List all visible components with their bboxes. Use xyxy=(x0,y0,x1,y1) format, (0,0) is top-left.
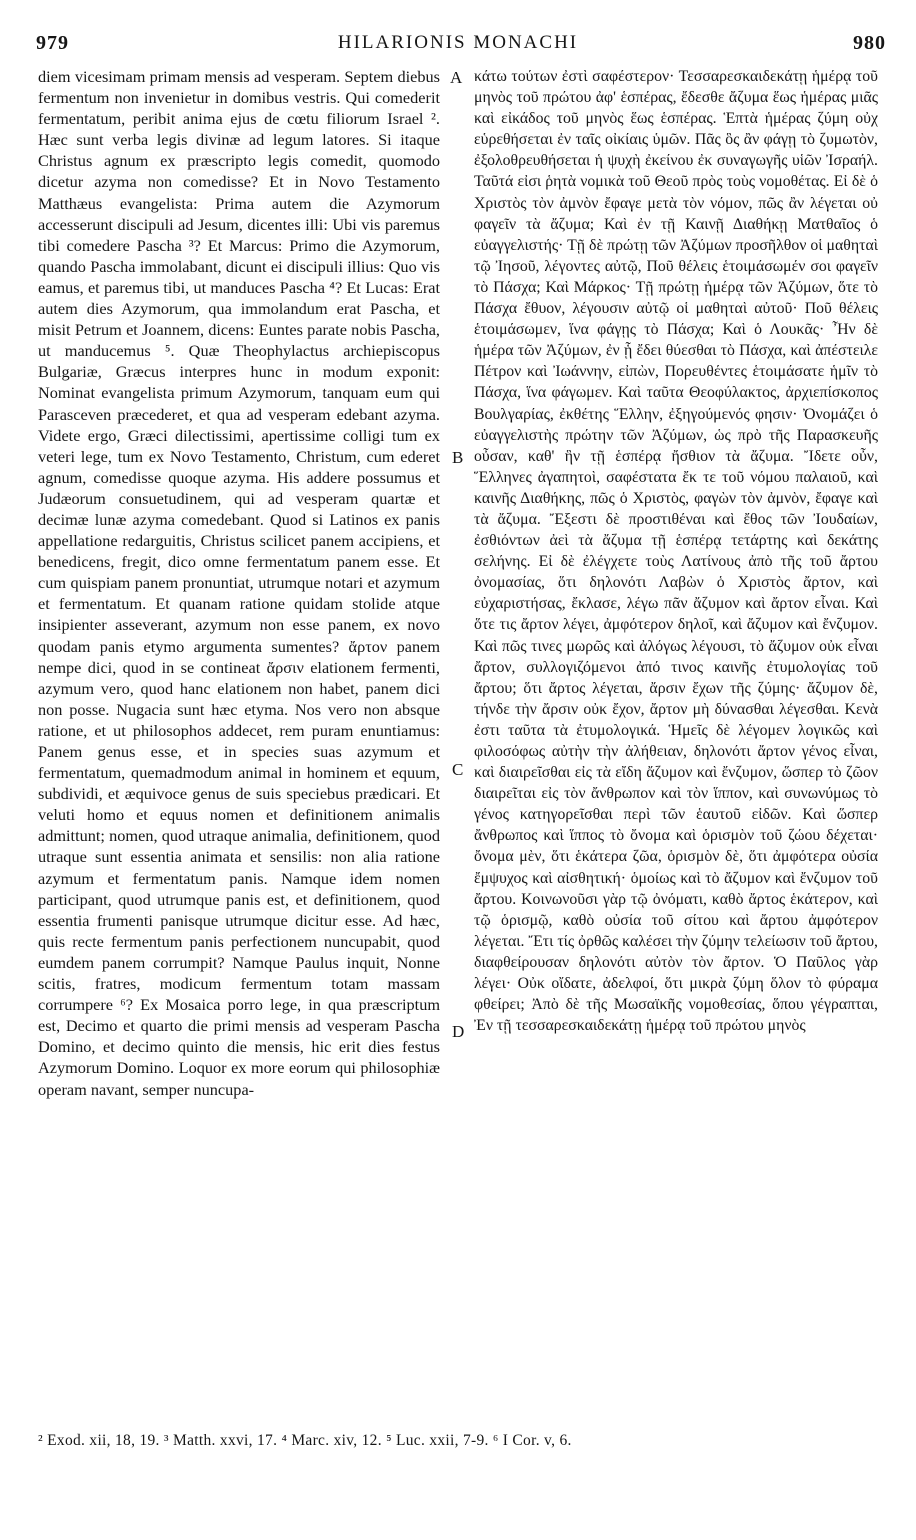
latin-column xyxy=(38,66,440,1411)
margin-letter-c: C xyxy=(452,760,464,779)
page-number-right: 980 xyxy=(853,32,886,54)
page-number-left: 979 xyxy=(36,32,69,54)
margin-letter-d: D xyxy=(452,1022,465,1041)
latin-text: diem vicesimam primam mensis ad vesperam. Septem diebus fermentum non invenietur in domibus vestris. Qui comederit fermentatum, peribit anima ejus de cœtu filiorum Israel ². Hæc sunt verba legis divinæ ad legum latores. Si itaque Christus agnum ex præscripto legis comedit, quomodo dicetur azyma non comedisse? Et in Novo Testamento Matthæus evangelista: Prima autem die Azymorum accesserunt discipuli ad Jesum, dicentes illi: Ubi vis paremus tibi comedere Pascha ³? Et Marcus: Primo die Azymorum, quando Pascha immolabant, dicunt ei discipuli illius: Quo vis eamus, et paremus tibi, ut manduces Pascha ⁴? Et Lucas: Erat autem dies Azymorum, qua immolandum erat Pascha, et misit Petrum et Joannem, dicens: Euntes parate nobis Pascha, ut manducemus ⁵. Quæ Theophylactus archiepiscopus Bulgariæ, Græcus interpres hunc in modum exponit: Nominat evangelista primum Azymorum, tanquam eum qui Parasceven præcederet, et qua ad vesperam edebant azyma. Videte ergo, Græci dilectissimi, apertissime colligi tum ex veteri lege, tum ex Novo Testamento, Christum, cum ederet agnum, comedisse quoque azyma. His addere possumus et Judæorum consuetudinem, qui ad vesperam quartæ et decimæ lunæ azyma comedebant. Quod si Latinos ex panis appellatione redarguitis, Christus scilicet panem accipiens, et benedicens, fregit, dico omne fermentatum panem esse. Et cum quispiam panem pronuntiat, utrumque notari et azymum et fermentatum. Et quanam ratione quidam stolide atque insipienter asseverant, azymum non esse panem, ex novo quodam panis etymo argumenta sumentes? ἄρτον panem nempe dici, quod in se contineat ἄρσιν elationem fermenti, azymum vero, quod hanc elationem non habet, panem dici non posse. Nugacia sunt hæc etyma. Nos vero non absque ratione, et ut philosophos addecet, rem puram enuntiamus: Panem genus esse, et in species suas azymum et fermentatum, quemadmodum animal in hominem et equum, subdividi, et æquivoce genus de suis speciebus prædicari. Et veluti homo et equus nomen et definitionem animalis admittunt; nomen, quod utraque animalia, definitionem, quod utraque sunt essentia animata et sensilis: non alia ratione azymum et fermentatum panis. Namque idem nomen participant, quod utrumque panis est, et definitionem, quod essentia frumenti panisque utrumque dicitur esse. Ad hæc, quis recte fermentum panis perfectionem nuncupabit, quod eumdem panem corrumpit? Namque Paulus inquit, Nonne scitis, fratres, modicum fermentum totam massam corrumpere ⁶? Ex Mosaica porro lege, in qua præscriptum est, Decimo et quarto die primi mensis ad vesperam Pascha Domino, et decimo quinto die mensis, hic erit dies festus Azymorum Domino. Loquor ex more eorum qui philosophiæ operam navant, semper nuncupa- xyxy=(38,67,440,1099)
footnotes: ² Exod. xii, 18, 19. ³ Matth. xxvi, 17. ⁴ Marc. xiv, 12. ⁵ Luc. xxii, 7-9. ⁶ I Cor. v, 6. xyxy=(38,1432,572,1449)
running-title: HILARIONIS MONACHI xyxy=(337,32,579,53)
margin-letter-b: B xyxy=(452,448,464,467)
greek-text: κάτω τούτων ἐστὶ σαφέστερον· Τεσσαρεσκαιδεκάτῃ ἡμέρᾳ τοῦ μηνὸς τοῦ πρώτου ἀφ' ἑσπέρας, ἔδεσθε ἄζυμα ἕως ἡμέρας μιᾶς καὶ εἰκάδος τοῦ μηνὸς ἕως ἑσπέρας. Ἑπτὰ ἡμέρας ζύμη οὐχ εὑρεθήσεται ἐν ταῖς οἰκίαις ὑμῶν. Πᾶς ὃς ἂν φάγῃ τὸ ζυμωτὸν, ἐξολοθρευθήσεται ἡ ψυχὴ ἐκείνου ἐκ συναγωγῆς υἱῶν Ἰσραήλ. Ταῦτά εἰσι ῥητὰ νομικὰ τοῦ Θεοῦ πρὸς τοὺς νομοθέτας. Εἰ δὲ ὁ Χριστὸς τὸν ἀμνὸν ἔφαγε μετὰ τὸν νόμον, πῶς ἂν λέγεται οὐ φαγεῖν τὰ ἄζυμα; Καὶ ἐν τῇ Καινῇ Διαθήκῃ Ματθαῖος ὁ εὐαγγελιστής· Τῇ δὲ πρώτῃ τῶν Ἀζύμων προσῆλθον οἱ μαθηταὶ τῷ Ἰησοῦ, λέγοντες αὐτῷ, Ποῦ θέλεις ἑτοιμάσωμέν σοι φαγεῖν τὸ Πάσχα; Καὶ Μάρκος· Τῇ πρώτῃ ἡμέρᾳ τῶν Ἀζύμων, ὅτε τὸ Πάσχα ἔθυον, λέγουσιν αὐτῷ οἱ μαθηταὶ αὐτοῦ· Ποῦ θέλεις ἑτοιμάσωμεν, ἵνα φάγῃς τὸ Πάσχα; Καὶ ὁ Λουκᾶς· Ἦν δὲ ἡμέρα τῶν Ἀζύμων, ἐν ᾗ ἔδει θύεσθαι τὸ Πάσχα, καὶ ἀπέστειλε Πέτρον καὶ Ἰωάννην, εἰπὼν, Πορευθέντες ἑτοιμάσατε ἡμῖν τὸ Πάσχα, ἵνα φάγωμεν. Καὶ ταῦτα Θεοφύλακτος, ἀρχιεπίσκοπος Βουλγαρίας, ἐκθέτης Ἕλλην, ἐξηγούμενός φησιν· Ὀνομάζει ὁ εὐαγγελιστὴς πρώτην τῶν Ἀζύμων, ὡς πρὸ τῆς Παρασκευῆς οὖσαν, καθ' ἣν τῇ ἑσπέρᾳ ἤσθιον τὰ ἄζυμα. Ἴδετε οὖν, Ἕλληνες ἀγαπητοὶ, σαφέστατα ἔκ τε τοῦ νόμου παλαιοῦ, καὶ καινῆς Διαθήκης, πῶς ὁ Χριστὸς, φαγὼν τὸν ἀμνὸν, ἔφαγε καὶ τὰ ἄζυμα. Ἔξεστι δὲ προστιθέναι καὶ ἔθος τῶν Ἰουδαίων, ἐσθιόντων ἀεὶ τὰ ἄζυμα τῇ ἑσπέρᾳ τετάρτης καὶ δεκάτης σελήνης. Εἰ δὲ ἐλέγχετε τοὺς Λατίνους ἀπὸ τῆς τοῦ ἄρτου ὀνομασίας, ὅτι δηλονότι Λαβὼν ὁ Χριστὸς ἄρτον, καὶ εὐχαριστήσας, ἔκλασε, λέγω πᾶν ἄζυμον καὶ ἄρτον εἶναι. Καὶ ὅτε τις ἄρτον λέγει, ἀμφότερον δηλοῖ, καὶ ἄζυμον καὶ ἔνζυμον. Καὶ πῶς τινες μωρῶς καὶ ἀλόγως λέγουσι, τὸ ἄζυμον οὐκ εἶναι ἄρτον, συλλογιζόμενοι ἀπό τινος καινῆς ἐτυμολογίας τοῦ ἄρτου; ὅτι ἄρτος λέγεται, ἄρσιν ἔχων τῆς ζύμης· ἄζυμον δὲ, τήνδε τὴν ἄρσιν οὐκ ἔχον, ἄρτον μὴ δύνασθαι λέγεσθαι. Κενὰ ἐστι ταῦτα τὰ ἐτυμολογικά. Ἡμεῖς δὲ λέγομεν λογικῶς καὶ φιλοσόφως αὐτὴν τὴν ἀλήθειαν, δηλονότι ἄρτον γένος εἶναι, καὶ διαιρεῖσθαι εἰς τὰ εἴδη ἄζυμον καὶ ἔνζυμον, ὥσπερ τὸ ζῶον διαιρεῖται εἰς τὸν ἄνθρωπον καὶ τὸν ἵππον, καὶ συνωνύμως τὸ γένος κατηγορεῖσθαι περὶ τῶν ἑαυτοῦ εἰδῶν. Καὶ ὥσπερ ἄνθρωπος καὶ ἵππος τὸ ὄνομα καὶ ὁρισμὸν τοῦ ζώου δέχεται· ὄνομα μὲν, ὅτι ἑκάτερα ζῶα, ὁρισμὸν δὲ, ὅτι ἀμφότερα οὐσία ἔμψυχος καὶ αἰσθητική· ὁμοίως καὶ τὸ ἄζυμον καὶ ἔνζυμον τοῦ ἄρτου. Κοινωνοῦσι γὰρ τῷ ὀνόματι, καθὸ ἄρτος ἑκάτερον, καὶ τῷ ὁρισμῷ, καθὸ οὐσία τοῦ σίτου καὶ ἄρτου ἀμφότερον λέγεται. Ἔτι τίς ὀρθῶς καλέσει τὴν ζύμην τελείωσιν τοῦ ἄρτου, διαφθείρουσαν δηλονότι αὐτὸν τὸν ἄρτον. Ὁ Παῦλος γὰρ λέγει· Οὐκ οἴδατε, ἀδελφοί, ὅτι μικρὰ ζύμη ὅλον τὸ φύραμα φθείρει; Ἀπὸ δὲ τῆς Μωσαϊκῆς νομοθεσίας, ὅπου γέγραπται, Ἐν τῇ τεσσαρεσκαιδεκάτῃ ἡμέρᾳ τοῦ πρώτου μηνὸς xyxy=(474,68,878,1035)
margin-letter-a: A xyxy=(450,68,463,87)
greek-column xyxy=(474,66,878,1411)
